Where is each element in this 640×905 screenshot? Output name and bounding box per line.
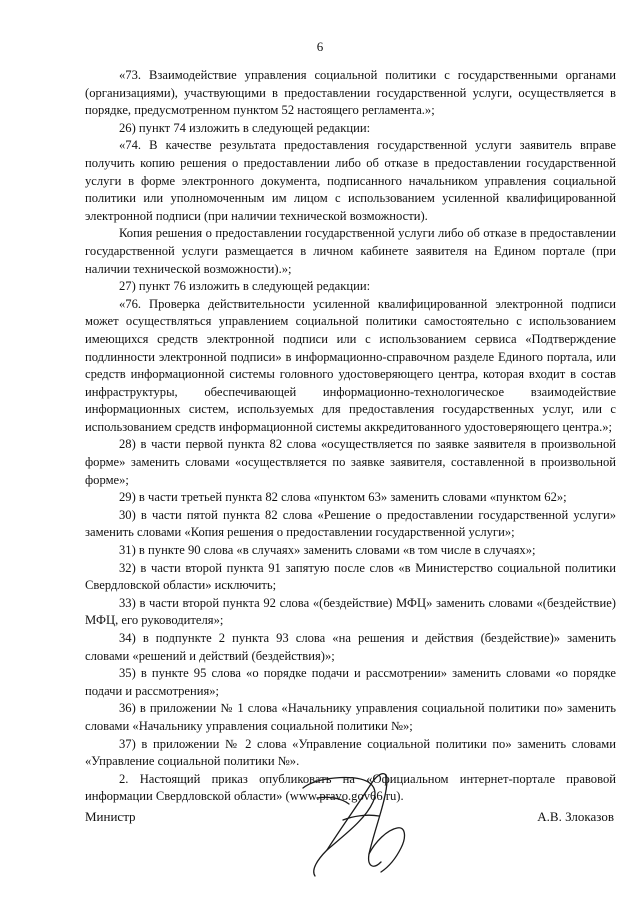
amendment-36: 36) в приложении № 1 слова «Начальнику управления социальной политики по» заменить словами «Начальнику управления социальной политики №»; bbox=[85, 701, 616, 733]
paragraph-76: «76. Проверка действительности усиленной квалифицированной электронной подписи может осуществляться управлением социальной политики самостоятельно с использованием имеющихся средств электронной подписи или с использованием сервиса «Подтверждение подлинности электронной подписи» в информационно-справочном разделе Единого портала, или средств информационной системы головного удостоверяющего центра, которая входит в состав инфраструктуры, обеспечивающей информационно-технологическое взаимодействие информационных систем, используемых для предоставления государственных услуг, или с использованием средств информационной системы аккредитованного удостоверяющего центра.»; bbox=[85, 296, 616, 434]
amendment-33: 33) в части второй пункта 92 слова «(бездействие) МФЦ» заменить словами «(бездействие) МФЦ, его руководителя»; bbox=[85, 595, 616, 628]
amendment-34: 34) в подпункте 2 пункта 93 слова «на решения и действия (бездействие)» заменить словами «решений и действий (бездействия)»; bbox=[85, 631, 616, 663]
paragraph-74: «74. В качестве результата предоставления государственной услуги заявитель вправе получить копию решения о предоставлении либо об отказе в предоставлении государственной услуги в форме электронного документа, подписанного начальником управления социальной политики или уполномоченным им лицом с использованием усиленной квалифицированной электронной подписи (при наличии технической возможности). bbox=[85, 138, 616, 223]
paragraph-74-copy: Копия решения о предоставлении государственной услуги либо об отказе в предоставлении государственной услуги размещается в личном кабинете заявителя на Едином портале (при наличии технической возможности).»; bbox=[85, 226, 616, 276]
amendment-26: 26) пункт 74 изложить в следующей редакции: bbox=[119, 120, 371, 135]
amendment-29: 29) в части третьей пункта 82 слова «пунктом 63» заменить словами «пунктом 62»; bbox=[119, 490, 567, 505]
signer-name: А.В. Злоказов bbox=[537, 809, 614, 824]
amendment-30: 30) в части пятой пункта 82 слова «Решение о предоставлении государственной услуги» заменить словами «Копия решения о предоставлении государственной услуги»; bbox=[85, 507, 616, 540]
handwritten-signature bbox=[283, 758, 423, 888]
document-body bbox=[85, 67, 616, 806]
amendment-27: 27) пункт 76 изложить в следующей редакции: bbox=[119, 279, 371, 294]
amendment-35: 35) в пункте 95 слова «о порядке подачи и рассмотрении» заменить словами «о порядке подачи и рассмотрения»; bbox=[85, 666, 616, 698]
signer-title: Министр bbox=[85, 809, 136, 824]
amendment-28: 28) в части первой пункта 82 слова «осуществляется по заявке заявителя в произвольной форме» заменить словами «осуществляется по заявке заявителя, составленной в произвольной форме»; bbox=[85, 437, 616, 487]
amendment-37: 37) в приложении № 2 слова «Управление социальной политики по» заменить словами «Управление социальной политики №». bbox=[85, 736, 616, 769]
amendment-32: 32) в части второй пункта 91 запятую после слов «в Министерство социальной политики Свердловской области» исключить; bbox=[85, 560, 616, 593]
page-number: 6 bbox=[316, 39, 324, 54]
paragraph-73: «73. Взаимодействие управления социальной политики с государственными органами (организациями), участвующими в предоставлении государственной услуги, осуществляется в порядке, предусмотренном пунктом 52 настоящего регламента.»; bbox=[85, 68, 616, 118]
amendment-31: 31) в пункте 90 слова «в случаях» заменить словами «в том числе в случаях»; bbox=[119, 543, 536, 558]
publication-clause: 2. Настоящий приказ опубликовать на «Официальном интернет-портале правовой информации Свердловской области» (www.pravo.gov66.ru). bbox=[85, 771, 616, 804]
